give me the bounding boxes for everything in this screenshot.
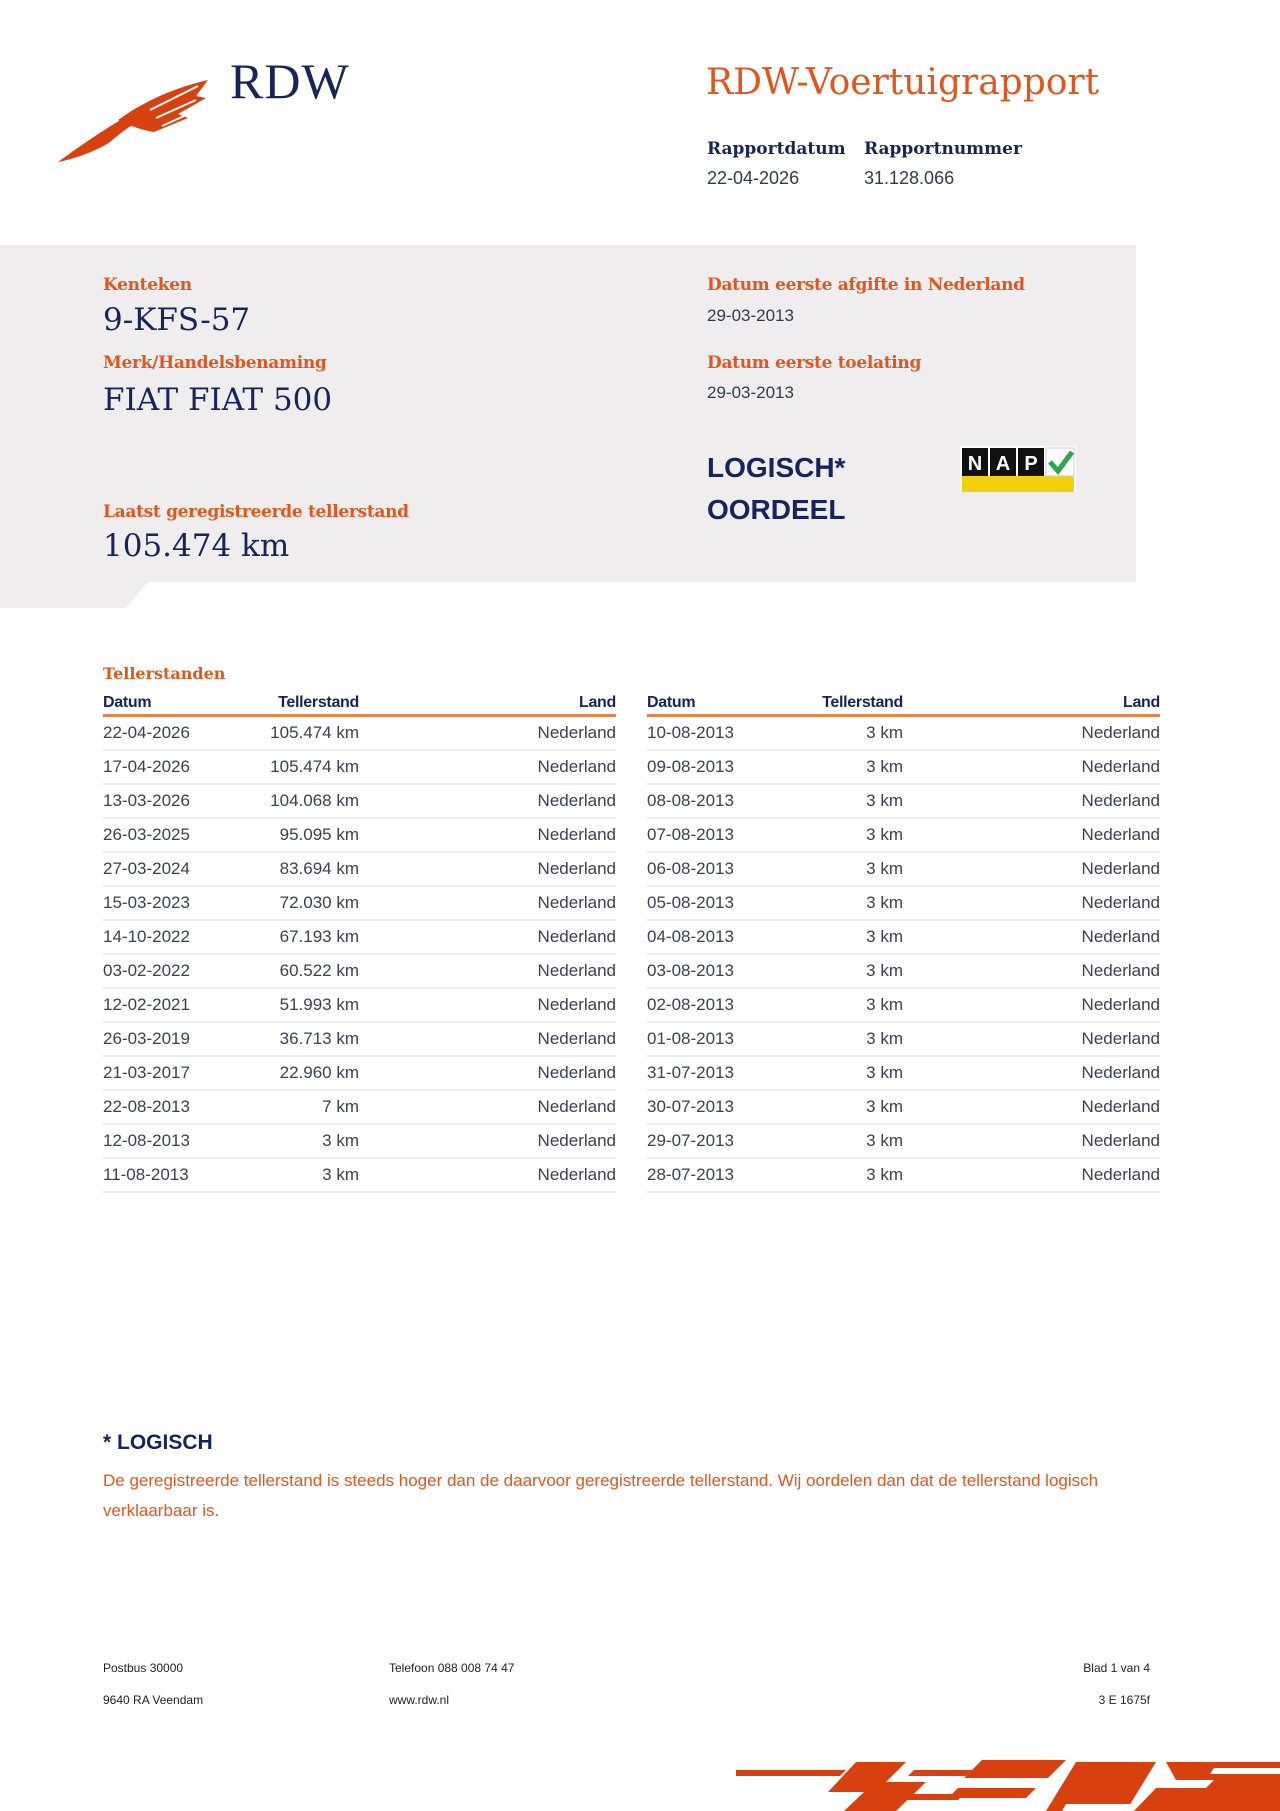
row-date: 22-08-2013 [103, 1090, 221, 1124]
table-row [647, 954, 1160, 988]
row-country: Nederland [359, 886, 616, 920]
table-row [103, 1124, 616, 1158]
row-odometer: 3 km [765, 784, 903, 818]
row-odometer: 3 km [765, 852, 903, 886]
row-country: Nederland [903, 784, 1160, 818]
first-admission-date-value: 29-03-2013 [707, 383, 794, 402]
footer-phone: Telefoon 088 008 74 47 [389, 1661, 515, 1675]
footnote-text: De geregistreerde tellerstand is steeds hoger dan de daarvoor geregistreerde tellerstand. Wij oordelen dan dat de tellerstand logisch verklaarbaar is. [103, 1471, 1099, 1520]
table-row [103, 784, 616, 818]
row-country: Nederland [359, 1056, 616, 1090]
row-odometer: 105.474 km [221, 716, 359, 751]
row-date: 14-10-2022 [103, 920, 221, 954]
table-row [647, 784, 1160, 818]
table-row [647, 988, 1160, 1022]
footer-website[interactable]: www.rdw.nl [389, 1693, 450, 1707]
row-odometer: 3 km [765, 716, 903, 751]
merk-value: FIAT FIAT 500 [103, 382, 333, 418]
table-row [647, 852, 1160, 886]
row-country: Nederland [359, 988, 616, 1022]
row-country: Nederland [359, 852, 616, 886]
table-row [103, 1022, 616, 1056]
odometer-table-left [103, 692, 616, 1193]
table-row [647, 818, 1160, 852]
report-title: RDW-Voertuigrapport [706, 62, 1100, 103]
nap-letter-n: N [967, 453, 983, 475]
row-country: Nederland [359, 716, 616, 751]
row-country: Nederland [359, 784, 616, 818]
footer-postbus: Postbus 30000 [103, 1661, 184, 1675]
row-date: 08-08-2013 [647, 784, 765, 818]
table-row [103, 852, 616, 886]
row-odometer: 3 km [221, 1124, 359, 1158]
row-date: 21-03-2017 [103, 1056, 221, 1090]
row-date: 07-08-2013 [647, 818, 765, 852]
row-country: Nederland [903, 1056, 1160, 1090]
row-date: 01-08-2013 [647, 1022, 765, 1056]
column-header-datum: Datum [103, 692, 221, 716]
row-odometer: 3 km [765, 954, 903, 988]
odometer-table-right [647, 692, 1160, 1193]
row-odometer: 67.193 km [221, 920, 359, 954]
row-country: Nederland [359, 1124, 616, 1158]
report-date-value: 22-04-2026 [707, 168, 800, 188]
row-country: Nederland [903, 750, 1160, 784]
row-country: Nederland [903, 716, 1160, 751]
row-odometer: 95.095 km [221, 818, 359, 852]
footer-page-number: Blad 1 van 4 [1083, 1661, 1150, 1675]
row-odometer: 3 km [765, 1158, 903, 1192]
row-country: Nederland [903, 1022, 1160, 1056]
row-odometer: 36.713 km [221, 1022, 359, 1056]
row-country: Nederland [903, 988, 1160, 1022]
footer-document-code: 3 E 1675f [1098, 1693, 1150, 1707]
row-odometer: 3 km [765, 750, 903, 784]
row-odometer: 3 km [765, 818, 903, 852]
table-row [647, 1158, 1160, 1192]
column-header-tellerstand: Tellerstand [765, 692, 903, 716]
row-odometer: 3 km [765, 1124, 903, 1158]
row-odometer: 83.694 km [221, 852, 359, 886]
row-date: 02-08-2013 [647, 988, 765, 1022]
row-country: Nederland [903, 1124, 1160, 1158]
nap-letter-p: P [1024, 453, 1038, 475]
column-header-datum: Datum [647, 692, 765, 716]
footer-stripes-graphic [736, 1758, 1280, 1811]
row-country: Nederland [903, 852, 1160, 886]
first-admission-date-label: Datum eerste toelating [707, 353, 922, 373]
table-row [103, 818, 616, 852]
row-country: Nederland [359, 1090, 616, 1124]
row-date: 26-03-2019 [103, 1022, 221, 1056]
row-date: 03-02-2022 [103, 954, 221, 988]
row-odometer: 51.993 km [221, 988, 359, 1022]
last-odometer-value: 105.474 km [103, 528, 290, 564]
table-row [103, 750, 616, 784]
row-odometer: 60.522 km [221, 954, 359, 988]
table-row [647, 716, 1160, 751]
footnote-title: * LOGISCH [103, 1431, 213, 1454]
first-issue-date-label: Datum eerste afgifte in Nederland [707, 275, 1025, 295]
row-date: 15-03-2023 [103, 886, 221, 920]
row-date: 03-08-2013 [647, 954, 765, 988]
row-odometer: 3 km [765, 1056, 903, 1090]
row-odometer: 72.030 km [221, 886, 359, 920]
nap-logo-icon [960, 446, 1076, 492]
row-country: Nederland [359, 1158, 616, 1192]
row-odometer: 105.474 km [221, 750, 359, 784]
row-date: 12-08-2013 [103, 1124, 221, 1158]
column-header-tellerstand: Tellerstand [221, 692, 359, 716]
first-issue-date-value: 29-03-2013 [707, 306, 794, 325]
nap-letter-a: A [995, 453, 1011, 475]
row-country: Nederland [359, 954, 616, 988]
table-row [647, 886, 1160, 920]
column-header-land: Land [359, 692, 616, 716]
row-country: Nederland [359, 1022, 616, 1056]
row-odometer: 7 km [221, 1090, 359, 1124]
row-country: Nederland [903, 818, 1160, 852]
report-date-label: Rapportdatum [707, 139, 846, 159]
table-row [647, 1022, 1160, 1056]
row-odometer: 3 km [765, 988, 903, 1022]
row-date: 05-08-2013 [647, 886, 765, 920]
table-row [103, 920, 616, 954]
table-row [647, 1090, 1160, 1124]
row-date: 30-07-2013 [647, 1090, 765, 1124]
row-odometer: 22.960 km [221, 1056, 359, 1090]
row-date: 06-08-2013 [647, 852, 765, 886]
table-row [103, 716, 616, 751]
column-header-land: Land [903, 692, 1160, 716]
table-row [103, 988, 616, 1022]
row-country: Nederland [903, 1090, 1160, 1124]
row-country: Nederland [903, 920, 1160, 954]
row-odometer: 3 km [765, 1090, 903, 1124]
row-country: Nederland [359, 920, 616, 954]
verdict-label: OORDEEL [707, 494, 846, 525]
report-number-label: Rapportnummer [864, 139, 1022, 159]
table-row [103, 1158, 616, 1192]
row-date: 09-08-2013 [647, 750, 765, 784]
row-country: Nederland [903, 886, 1160, 920]
table-row [647, 920, 1160, 954]
merk-label: Merk/Handelsbenaming [103, 353, 327, 373]
row-date: 28-07-2013 [647, 1158, 765, 1192]
row-date: 17-04-2026 [103, 750, 221, 784]
row-country: Nederland [359, 750, 616, 784]
row-date: 04-08-2013 [647, 920, 765, 954]
report-number-value: 31.128.066 [864, 168, 955, 188]
row-odometer: 3 km [221, 1158, 359, 1192]
last-odometer-label: Laatst geregistreerde tellerstand [103, 502, 409, 522]
table-row [103, 1056, 616, 1090]
row-country: Nederland [359, 818, 616, 852]
footer-city: 9640 RA Veendam [103, 1693, 204, 1707]
table-row [647, 750, 1160, 784]
row-date: 11-08-2013 [103, 1158, 221, 1192]
row-date: 27-03-2024 [103, 852, 221, 886]
row-odometer: 104.068 km [221, 784, 359, 818]
table-row [647, 1056, 1160, 1090]
kenteken-value: 9-KFS-57 [103, 302, 251, 338]
row-country: Nederland [903, 1158, 1160, 1192]
kenteken-label: Kenteken [103, 275, 192, 295]
row-date: 26-03-2025 [103, 818, 221, 852]
row-date: 31-07-2013 [647, 1056, 765, 1090]
brand-name: RDW [230, 53, 350, 109]
row-date: 12-02-2021 [103, 988, 221, 1022]
row-country: Nederland [903, 954, 1160, 988]
row-date: 29-07-2013 [647, 1124, 765, 1158]
verdict-status: LOGISCH* [707, 452, 846, 483]
row-date: 13-03-2026 [103, 784, 221, 818]
table-row [647, 1124, 1160, 1158]
row-odometer: 3 km [765, 1022, 903, 1056]
table-row [103, 1090, 616, 1124]
row-date: 22-04-2026 [103, 716, 221, 751]
odometer-history-title: Tellerstanden [103, 664, 226, 683]
row-odometer: 3 km [765, 886, 903, 920]
table-row [103, 954, 616, 988]
table-row [103, 886, 616, 920]
rdw-logo-icon [58, 80, 210, 162]
row-odometer: 3 km [765, 920, 903, 954]
row-date: 10-08-2013 [647, 716, 765, 751]
